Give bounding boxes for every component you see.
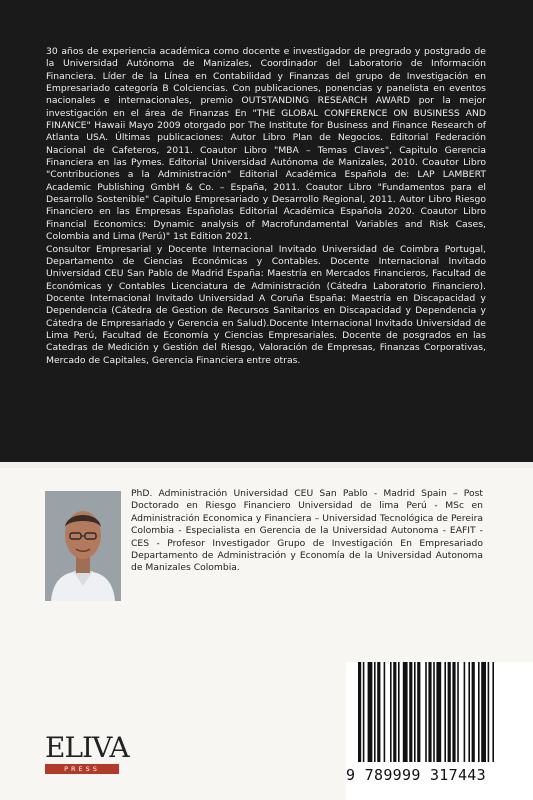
barcode-box (346, 662, 533, 800)
barcode-bar (478, 662, 480, 762)
barcode-bar (452, 662, 455, 762)
barcode-icon (358, 662, 533, 762)
author-bio: PhD. Administración Universidad CEU San Pablo - Madrid Spain – Post Doctorado en Riesgo Financiero Universidad de lima Perú - MSc en Administración Economica y Financiera – Universidad Tecnológica de Pereira Colombia - Especialista en Gerencia de la Universidad Autonoma - EAFIT - CES - Profesor Investigador Grupo de Investigación En Empresariado Departamento de Administración y Economía de la Universidad Autonoma de Manizales Colombia. (131, 488, 483, 574)
about-paragraph-1: 30 años de experiencia académica como docente e investigador de pregrado y postgrado de la Universidad Autónoma de Manizales, Coordinador del Laboratorio de Información Financiera. Líder de la Línea en Contabilidad y Finanzas del grupo de Investigación en Empresariado categoría B Colciencias. Con publicaciones, ponencias y panelista en eventos nacionales e internacionales, premio OUTSTANDING RESEARCH AWARD por la mejor investigación en el área de Finanzas En "THE GLOBAL CONFERENCE ON BUSINESS AND FINANCE" Hawaii Mayo 2009 otorgado por The Institute for Business and Finance Research of Atlanta USA. Últimas publicaciones: Autor Libro Plan de Negocios. Editorial Federación Nacional de Cafeteros, 2011. Coautor Libro "MBA – Temas Claves", Capitulo Gerencia Financiera en las Pymes. Editorial Universidad Autónoma de Manizales, 2010. Coautor Libro "Contribuciones a la Administración" Editorial Académica Española de: LAP LAMBERT Academic Publishing GmbH & Co. – España, 2011. Coautor Libro "Fundamentos para el Desarrollo Sostenible" Capitulo Empresariado y Desarrollo Regional, 2011. Autor Libro Riesgo Financiero en las Empresas Españolas Editorial Académica Española 2020. Coautor Libro Financial Economics: Dynamic analysis of Macrofundamental Variables and Risk Cases, Colombia and Lima (Perú)" 1st Edition 2021. (46, 46, 486, 243)
barcode-bar (403, 662, 408, 762)
barcode-bar (468, 662, 470, 762)
barcode-bar (433, 662, 435, 762)
barcode-bar (390, 662, 392, 762)
author-description (46, 46, 486, 367)
barcode-bar (377, 662, 380, 762)
barcode-bar (384, 662, 386, 762)
barcode-bar (409, 662, 412, 762)
barcode-bar (436, 662, 441, 762)
barcode-bar (481, 662, 486, 762)
author-portrait-illustration (45, 491, 121, 601)
barcode-bar (472, 662, 475, 762)
publisher-logo (45, 731, 129, 779)
barcode-bar (492, 662, 494, 762)
barcode-bar (417, 662, 420, 762)
isbn-number: 9 789999 317443 (346, 766, 486, 784)
barcode-bar (393, 662, 396, 762)
barcode-bar (457, 662, 459, 762)
barcode-bar (363, 662, 365, 762)
barcode-bar (464, 662, 466, 762)
barcode-bar (444, 662, 446, 762)
barcode-bar (448, 662, 451, 762)
barcode-bar (368, 662, 373, 762)
about-paragraph-2: Consultor Empresarial y Docente Internacional Invitado Universidad de Coimbra Portugal, Departamento de Ciencias Económicas y Contables. Docente Internacional Invitado Universidad CEU San Pablo de Madrid España: Maestría en Mercados Financieros, Facultad de Económicas y Contables Licenciatura de Administración (Cátedra Laboratorio Financiero). Docente Internacional Invitado Universidad A Coruña España: Maestría en Discapacidad y Dependencia (Cátedra de Gestion de Recursos Sanitarios en Discapacidad y Dependencia y Cátedra de Empresariado y Gerencia en Salud).Docente Internacional Invitado Universidad de Lima Perú, Facultad de Economía y Ciencias Empresariales. Docente de posgrados en las Catedras de Medición y Gestión del Riesgo, Valoración de Empresas, Finanzas Corporativas, Mercado de Capitales, Gerencia Financiera entre otras. (46, 243, 486, 366)
barcode-bar (414, 662, 416, 762)
barcode-bar (428, 662, 431, 762)
barcode-bar (358, 662, 361, 762)
barcode-bar (425, 662, 427, 762)
publisher-logo-text: ELIVA (45, 731, 129, 764)
author-photo (45, 491, 121, 601)
barcode-bar (398, 662, 400, 762)
barcode-bar (374, 662, 376, 762)
publisher-logo-subtext: PRESS (45, 764, 119, 774)
back-cover-bottom-panel (0, 468, 533, 800)
barcode-bar (488, 662, 490, 762)
